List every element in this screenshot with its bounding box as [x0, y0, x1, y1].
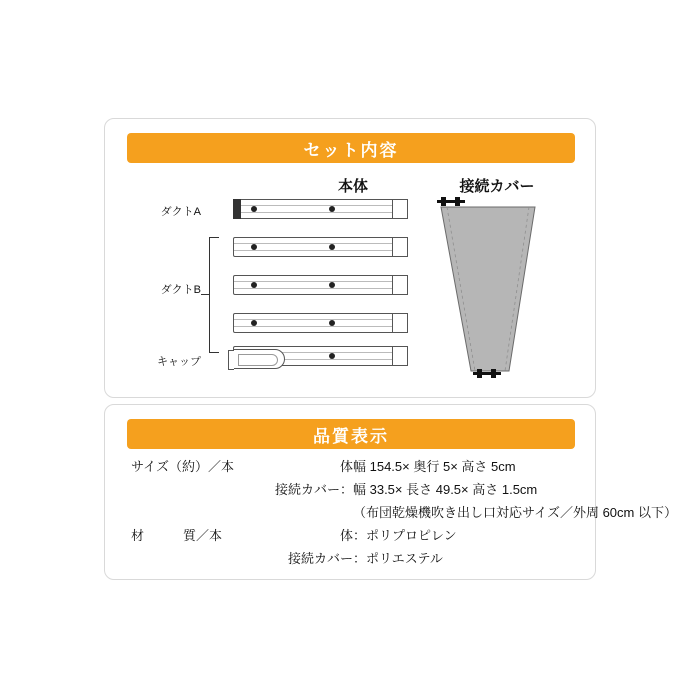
duct-right-end — [392, 237, 408, 257]
duct-line — [234, 250, 407, 251]
duct-hole-icon — [329, 282, 335, 288]
set-contents-header: セット内容 — [127, 133, 575, 163]
clip-knob — [441, 197, 446, 206]
cap-stub — [228, 350, 234, 370]
spec-row — [131, 457, 571, 476]
duct-body — [233, 275, 408, 295]
duct-left-end — [233, 199, 241, 219]
spec-list — [131, 457, 677, 572]
spec-subkey: 体 — [339, 528, 353, 543]
duct-line — [234, 326, 407, 327]
spec-value: 幅 154.5× 奥行 5× 高さ 5cm — [353, 459, 516, 474]
duct-line — [234, 243, 407, 244]
spec-key: サイズ（約）／本 — [131, 459, 234, 474]
duct-hole-icon — [251, 282, 257, 288]
duct-body — [233, 237, 408, 257]
label-cap: キャップ — [157, 356, 201, 368]
label-duct-b: ダクトB — [160, 284, 201, 296]
duct-hole-icon — [329, 244, 335, 250]
main-body-title: 本体 — [337, 178, 369, 195]
duct-line — [234, 281, 407, 282]
spec-value: ：ポリプロピレン — [353, 528, 457, 543]
duct-b-part — [233, 237, 408, 257]
duct-right-end — [392, 199, 408, 219]
duct-hole-icon — [329, 206, 335, 212]
set-contents-panel — [104, 118, 596, 398]
spec-key: 材 質／本 — [131, 528, 223, 543]
label-duct-a: ダクトA — [160, 206, 201, 218]
cap-part — [233, 349, 285, 369]
duct-line — [234, 205, 407, 206]
clip-knob — [477, 369, 482, 378]
duct-right-end — [392, 275, 408, 295]
duct-hole-icon — [251, 206, 257, 212]
spec-subkey: 体 — [339, 459, 353, 474]
clip-knob — [491, 369, 496, 378]
clip-knob — [455, 197, 460, 206]
connection-cover-title: 接続カバー — [459, 178, 535, 195]
duct-line — [234, 319, 407, 320]
quality-label-header: 品質表示 — [127, 419, 575, 449]
spec-row — [131, 480, 571, 499]
spec-value: ：ポリエステル — [353, 551, 443, 566]
duct-a-part — [233, 199, 408, 219]
cap-inner-outline — [238, 354, 278, 366]
spec-row — [131, 503, 677, 522]
duct-b-bracket-tick — [201, 294, 210, 295]
duct-hole-icon — [329, 320, 335, 326]
cover-trapezoid-shape — [435, 205, 565, 375]
spec-subkey: 接続カバー： — [274, 482, 353, 497]
set-contents-diagram — [105, 119, 597, 399]
duct-line — [234, 212, 407, 213]
duct-hole-icon — [251, 320, 257, 326]
quality-label-panel — [104, 404, 677, 580]
spec-value: 幅 33.5× 長さ 49.5× 高さ 1.5cm — [353, 482, 538, 497]
cover-bottom-clip-icon — [473, 369, 501, 378]
duct-body — [233, 199, 408, 219]
duct-b-part — [233, 313, 408, 333]
spec-subkey: 接続カバー — [287, 551, 353, 566]
spec-row — [131, 526, 571, 545]
cover-top-clip-icon — [437, 197, 465, 206]
duct-body — [233, 313, 408, 333]
duct-right-end — [392, 346, 408, 366]
connection-cover-illustration — [435, 197, 565, 387]
duct-b-bracket — [209, 237, 219, 353]
duct-line — [234, 288, 407, 289]
spec-note: （布団乾燥機吹き出し口対応サイズ／外周 60cm 以下） — [353, 505, 677, 520]
duct-hole-icon — [329, 353, 335, 359]
duct-hole-icon — [251, 244, 257, 250]
duct-right-end — [392, 313, 408, 333]
spec-row — [131, 549, 571, 568]
duct-b-part — [233, 275, 408, 295]
